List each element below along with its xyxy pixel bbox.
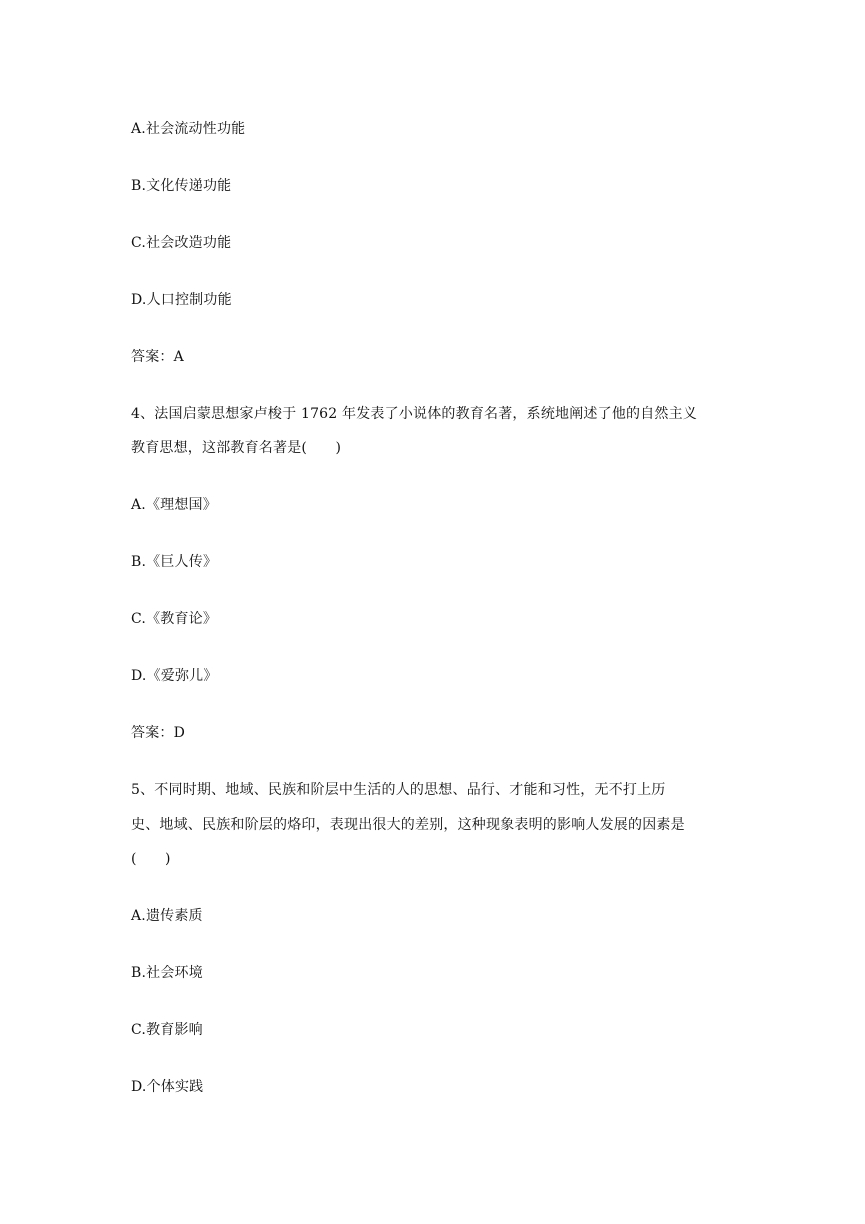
q4-option-d: D.《爱弥儿》	[131, 668, 218, 684]
q3-option-a: A.社会流动性功能	[131, 121, 246, 137]
q5-stem-line2: 史、地域、民族和阶层的烙印，表现出很大的差别，这种现象表明的影响人发展的因素是	[131, 817, 685, 833]
q5-stem-line3: ( )	[131, 851, 171, 867]
q4-option-a: A.《理想国》	[131, 497, 217, 513]
q3-option-b: B.文化传递功能	[131, 178, 232, 194]
q4-option-b: B.《巨人传》	[131, 554, 218, 570]
q3-answer: 答案：A	[131, 349, 184, 365]
q4-answer: 答案：D	[131, 725, 186, 741]
q5-option-d: D.个体实践	[131, 1079, 204, 1095]
q4-stem-line1: 4、法国启蒙思想家卢梭于 1762 年发表了小说体的教育名著，系统地阐述了他的自然主义	[131, 406, 698, 422]
q5-option-a: A.遗传素质	[131, 908, 203, 924]
q5-option-b: B.社会环境	[131, 965, 203, 981]
q4-option-c: C.《教育论》	[131, 611, 218, 627]
q3-option-d: D.人口控制功能	[131, 292, 232, 308]
q4-stem-line2: 教育思想，这部教育名著是( )	[131, 440, 342, 456]
q3-option-c: C.社会改造功能	[131, 235, 232, 251]
q5-stem-line1: 5、不同时期、地域、民族和阶层中生活的人的思想、品行、才能和习性，无不打上历	[131, 782, 666, 798]
q5-option-c: C.教育影响	[131, 1022, 203, 1038]
